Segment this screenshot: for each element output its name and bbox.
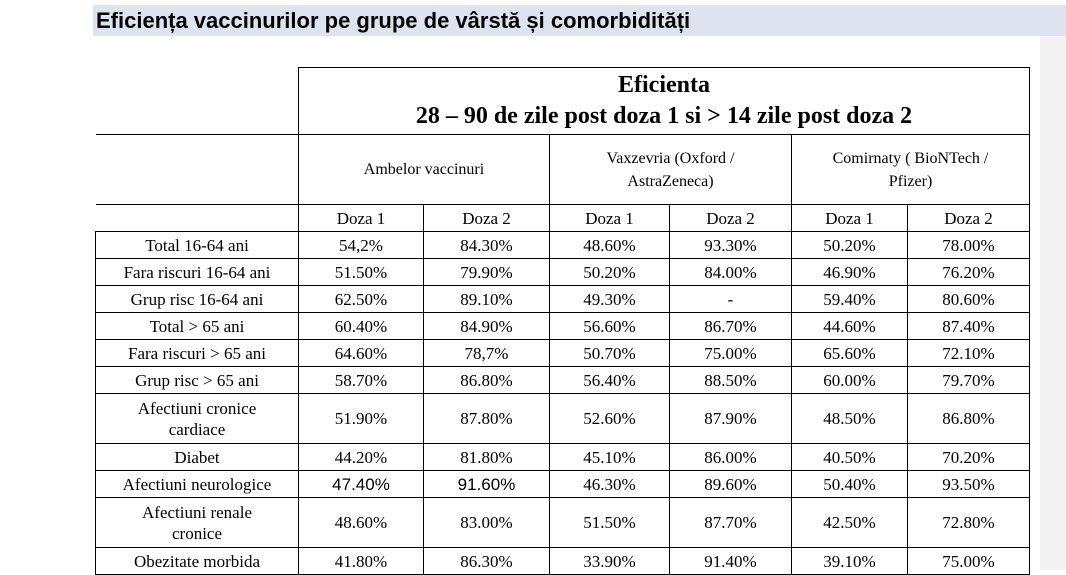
table-row — [96, 498, 1030, 548]
value-cell: 75.00% — [670, 340, 792, 367]
blank-corner-cell — [96, 68, 299, 135]
value-cell: 78,7% — [424, 340, 550, 367]
value-cell: 87.70% — [670, 498, 792, 548]
value-cell: 88.50% — [670, 367, 792, 394]
value-cell: 89.10% — [424, 286, 550, 313]
value-cell: 48.60% — [299, 498, 424, 548]
value-cell: 39.10% — [792, 548, 908, 575]
value-cell: 84.90% — [424, 313, 550, 340]
value-cell: 84.00% — [670, 259, 792, 286]
value-cell: 86.80% — [908, 394, 1030, 444]
value-cell: 56.40% — [550, 367, 670, 394]
value-cell: 45.10% — [550, 444, 670, 471]
row-label: Afectiuni neurologice — [96, 471, 299, 498]
value-cell: 80.60% — [908, 286, 1030, 313]
value-cell: 50.20% — [550, 259, 670, 286]
dose-label: Doza 2 — [424, 205, 550, 232]
value-cell: 91.40% — [670, 548, 792, 575]
table-row — [96, 340, 1030, 367]
value-cell: 48.50% — [792, 394, 908, 444]
table-row — [96, 367, 1030, 394]
efficacy-table — [95, 67, 1030, 575]
value-cell: 64.60% — [299, 340, 424, 367]
efficacy-header-subtitle: 28 – 90 de zile post doza 1 si > 14 zile post doza 2 — [415, 103, 913, 129]
group-header-vaxzevria: Vaxzevria (Oxford / AstraZeneca) — [550, 135, 792, 205]
table-row — [96, 259, 1030, 286]
value-cell: 83.00% — [424, 498, 550, 548]
group-header-both-vaccines: Ambelor vaccinuri — [299, 135, 550, 205]
header-row-groups — [96, 135, 1030, 205]
value-cell: 56.60% — [550, 313, 670, 340]
value-cell: 60.40% — [299, 313, 424, 340]
group-header-comirnaty: Comirnaty ( BioNTech / Pfizer) — [792, 135, 1030, 205]
value-cell: 70.20% — [908, 444, 1030, 471]
header-row-doses — [96, 205, 1030, 232]
dose-label: Doza 1 — [299, 205, 424, 232]
row-label: Fara riscuri > 65 ani — [96, 340, 299, 367]
value-cell: 86.70% — [670, 313, 792, 340]
value-cell: 87.80% — [424, 394, 550, 444]
value-cell: 89.60% — [670, 471, 792, 498]
blank-corner-cell — [96, 135, 299, 205]
value-cell: 60.00% — [792, 367, 908, 394]
row-label: Total 16-64 ani — [96, 232, 299, 259]
value-cell: 59.40% — [792, 286, 908, 313]
value-cell: 46.90% — [792, 259, 908, 286]
right-margin-strip — [1040, 36, 1066, 570]
value-cell: 50.40% — [792, 471, 908, 498]
value-cell: 48.60% — [550, 232, 670, 259]
value-cell: 81.80% — [424, 444, 550, 471]
value-cell: 91.60% — [424, 471, 550, 498]
efficacy-header — [299, 68, 1030, 135]
page-title: Eficiența vaccinurilor pe grupe de vârstă și comorbidități — [96, 8, 691, 33]
value-cell: 93.30% — [670, 232, 792, 259]
value-cell: 65.60% — [792, 340, 908, 367]
value-cell: 50.70% — [550, 340, 670, 367]
table-row — [96, 232, 1030, 259]
dose-label: Doza 2 — [670, 205, 792, 232]
value-cell: 42.50% — [792, 498, 908, 548]
value-cell: 41.80% — [299, 548, 424, 575]
value-cell: 75.00% — [908, 548, 1030, 575]
blank-corner-cell — [96, 205, 299, 232]
value-cell: 46.30% — [550, 471, 670, 498]
table-row — [96, 548, 1030, 575]
table-row — [96, 471, 1030, 498]
value-cell: 79.70% — [908, 367, 1030, 394]
value-cell: 50.20% — [792, 232, 908, 259]
value-cell: 49.30% — [550, 286, 670, 313]
value-cell: 47.40% — [299, 471, 424, 498]
value-cell: 51.50% — [550, 498, 670, 548]
value-cell: - — [670, 286, 792, 313]
value-cell: 86.00% — [670, 444, 792, 471]
dose-label: Doza 1 — [792, 205, 908, 232]
table-row — [96, 286, 1030, 313]
value-cell: 84.30% — [424, 232, 550, 259]
value-cell: 76.20% — [908, 259, 1030, 286]
row-label: Grup risc > 65 ani — [96, 367, 299, 394]
value-cell: 51.90% — [299, 394, 424, 444]
row-label: Afectiuni renale cronice — [96, 498, 299, 548]
row-label: Fara riscuri 16-64 ani — [96, 259, 299, 286]
efficacy-header-title: Eficienta — [618, 72, 710, 98]
table-row — [96, 444, 1030, 471]
value-cell: 44.20% — [299, 444, 424, 471]
value-cell: 78.00% — [908, 232, 1030, 259]
value-cell: 51.50% — [299, 259, 424, 286]
value-cell: 58.70% — [299, 367, 424, 394]
row-label: Grup risc 16-64 ani — [96, 286, 299, 313]
value-cell: 33.90% — [550, 548, 670, 575]
header-row-main — [96, 68, 1030, 135]
value-cell: 72.10% — [908, 340, 1030, 367]
value-cell: 52.60% — [550, 394, 670, 444]
value-cell: 86.80% — [424, 367, 550, 394]
value-cell: 93.50% — [908, 471, 1030, 498]
table-row — [96, 313, 1030, 340]
value-cell: 40.50% — [792, 444, 908, 471]
dose-label: Doza 1 — [550, 205, 670, 232]
value-cell: 79.90% — [424, 259, 550, 286]
row-label: Obezitate morbida — [96, 548, 299, 575]
row-label: Afectiuni cronice cardiace — [96, 394, 299, 444]
value-cell: 86.30% — [424, 548, 550, 575]
dose-label: Doza 2 — [908, 205, 1030, 232]
row-label: Total > 65 ani — [96, 313, 299, 340]
value-cell: 87.40% — [908, 313, 1030, 340]
value-cell: 62.50% — [299, 286, 424, 313]
row-label: Diabet — [96, 444, 299, 471]
table-row — [96, 394, 1030, 444]
value-cell: 54,2% — [299, 232, 424, 259]
value-cell: 72.80% — [908, 498, 1030, 548]
value-cell: 44.60% — [792, 313, 908, 340]
value-cell: 87.90% — [670, 394, 792, 444]
